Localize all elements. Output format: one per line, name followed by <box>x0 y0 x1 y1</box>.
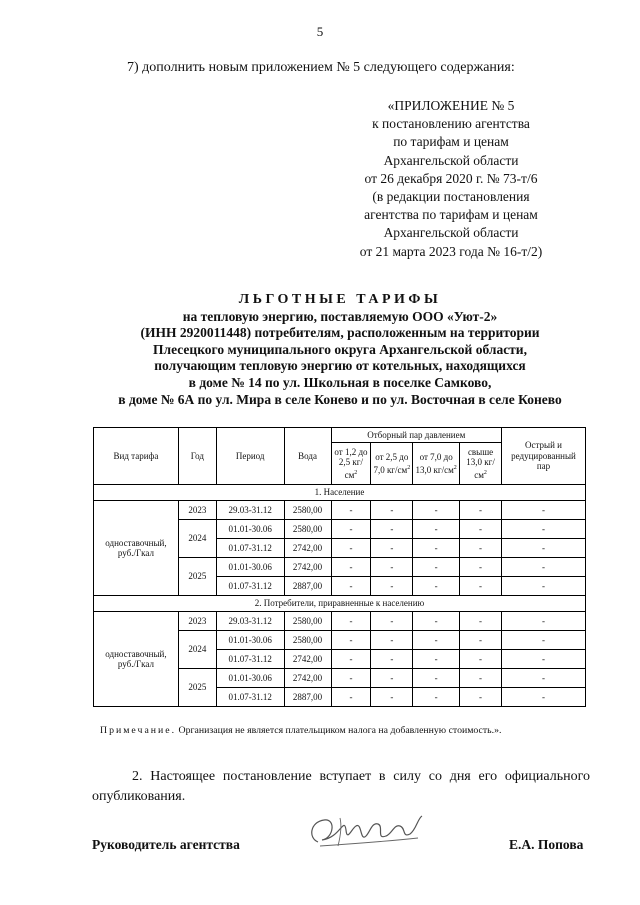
appendix-line: от 21 марта 2023 года № 16-т/2) <box>359 243 543 259</box>
steam-cell: - <box>331 650 371 669</box>
amendment-item-7: 7) дополнить новым приложением № 5 следующего содержания: <box>127 60 515 75</box>
tariff-table <box>93 427 586 707</box>
year-cell: 2025 <box>178 558 216 596</box>
year-cell: 2024 <box>178 520 216 558</box>
signer-name: Е.А. Попова <box>509 837 584 852</box>
period-cell: 01.07-31.12 <box>216 539 284 558</box>
heading-title: ЛЬГОТНЫЕ ТАРИФЫ <box>238 292 442 307</box>
water-cell: 2742,00 <box>284 669 331 688</box>
period-cell: 01.01-30.06 <box>216 558 284 577</box>
section-title: 1. Население <box>94 485 586 501</box>
steam-cell: - <box>371 650 413 669</box>
water-cell: 2580,00 <box>284 520 331 539</box>
sharp-cell: - <box>502 669 586 688</box>
table-row <box>94 501 586 520</box>
appendix-line: агентства по тарифам и ценам <box>364 207 538 223</box>
steam-cell: - <box>371 669 413 688</box>
appendix-line: Архангельской области <box>383 152 519 168</box>
steam-cell: - <box>331 539 371 558</box>
steam-cell: - <box>413 650 460 669</box>
appendix-line: от 26 декабря 2020 г. № 73-т/6 <box>364 170 538 186</box>
steam-cell: - <box>371 501 413 520</box>
steam-cell: - <box>413 539 460 558</box>
period-cell: 01.01-30.06 <box>216 669 284 688</box>
steam-cell: - <box>460 520 502 539</box>
steam-cell: - <box>331 577 371 596</box>
note <box>100 725 501 736</box>
steam-cell: - <box>460 612 502 631</box>
water-cell: 2742,00 <box>284 650 331 669</box>
header-water: Вода <box>284 428 331 485</box>
steam-cell: - <box>331 669 371 688</box>
heading-line: Плесецкого муниципального округа Архангельской области, <box>153 341 527 357</box>
header-year: Год <box>178 428 216 485</box>
steam-cell: - <box>371 577 413 596</box>
heading-line: (ИНН 2920011448) потребителям, расположенным на территории <box>140 325 540 341</box>
year-cell: 2024 <box>178 631 216 669</box>
appendix-line: к постановлению агентства <box>372 116 530 132</box>
water-cell: 2742,00 <box>284 539 331 558</box>
steam-cell: - <box>371 688 413 707</box>
steam-cell: - <box>460 539 502 558</box>
steam-cell: - <box>331 631 371 650</box>
header-steam-col: свыше 13,0 $кг/см^2$ <box>460 443 502 485</box>
water-cell: 2580,00 <box>284 631 331 650</box>
table-row <box>94 612 586 631</box>
sharp-cell: - <box>502 539 586 558</box>
header-steam-col: от 1,2 до 2,5 $кг/см^2$ <box>331 443 371 485</box>
period-cell: 01.07-31.12 <box>216 650 284 669</box>
appendix-line: по тарифам и ценам <box>393 134 509 150</box>
appendix-line: (в редакции постановления <box>372 189 530 205</box>
appendix-line: «ПРИЛОЖЕНИЕ № 5 <box>387 98 515 113</box>
steam-cell: - <box>371 612 413 631</box>
steam-cell: - <box>413 520 460 539</box>
page-number: 5 <box>316 24 324 39</box>
sharp-cell: - <box>502 577 586 596</box>
steam-cell: - <box>460 558 502 577</box>
year-cell: 2025 <box>178 669 216 707</box>
steam-cell: - <box>413 558 460 577</box>
steam-cell: - <box>413 577 460 596</box>
steam-cell: - <box>331 688 371 707</box>
steam-cell: - <box>460 688 502 707</box>
period-cell: 29.03-31.12 <box>216 501 284 520</box>
steam-cell: - <box>371 558 413 577</box>
paragraph-2: 2. Настоящее постановление вступает в силу со дня его официального опубликования. <box>92 769 590 804</box>
note-text: Организация не является плательщиком налога на добавленную стоимость.». <box>178 725 502 736</box>
tariff-type-cell: одноставочный, руб./Гкал <box>94 501 179 596</box>
sharp-cell: - <box>502 650 586 669</box>
heading-line: на тепловую энергию, поставляемую ООО «Уют-2» <box>182 308 498 324</box>
heading-line: в доме № 14 по ул. Школьная в поселке Самково, <box>188 374 492 390</box>
steam-cell: - <box>371 539 413 558</box>
steam-cell: - <box>413 501 460 520</box>
steam-cell: - <box>413 688 460 707</box>
steam-cell: - <box>413 612 460 631</box>
appendix-line: Архангельской области <box>383 225 519 241</box>
header-period: Период <box>216 428 284 485</box>
water-cell: 2580,00 <box>284 501 331 520</box>
tariff-type-cell: одноставочный, руб./Гкал <box>94 612 179 707</box>
period-cell: 29.03-31.12 <box>216 612 284 631</box>
steam-cell: - <box>460 577 502 596</box>
steam-cell: - <box>413 669 460 688</box>
heading-line: получающим тепловую энергию от котельных, находящихся <box>154 358 526 374</box>
document-heading <box>90 292 590 408</box>
sharp-cell: - <box>502 558 586 577</box>
steam-cell: - <box>331 501 371 520</box>
water-cell: 2887,00 <box>284 688 331 707</box>
period-cell: 01.01-30.06 <box>216 520 284 539</box>
steam-cell: - <box>331 612 371 631</box>
period-cell: 01.07-31.12 <box>216 688 284 707</box>
sharp-cell: - <box>502 688 586 707</box>
note-label: Примечание. <box>100 725 177 736</box>
period-cell: 01.07-31.12 <box>216 577 284 596</box>
period-cell: 01.01-30.06 <box>216 631 284 650</box>
steam-cell: - <box>413 631 460 650</box>
steam-cell: - <box>460 631 502 650</box>
signature-image <box>300 808 440 856</box>
water-cell: 2580,00 <box>284 612 331 631</box>
header-sharp-steam: Острый и редуцированный пар <box>502 428 586 485</box>
appendix-header <box>345 97 557 261</box>
header-tariff-type: Вид тарифа <box>94 428 179 485</box>
steam-cell: - <box>371 631 413 650</box>
sharp-cell: - <box>502 612 586 631</box>
header-steam-group: Отборный пар давлением <box>331 428 502 443</box>
header-steam-col: от 7,0 до 13,0 $кг/см^2$ <box>413 443 460 485</box>
year-cell: 2023 <box>178 501 216 520</box>
water-cell: 2887,00 <box>284 577 331 596</box>
steam-cell: - <box>331 558 371 577</box>
steam-cell: - <box>331 520 371 539</box>
steam-cell: - <box>371 520 413 539</box>
sharp-cell: - <box>502 501 586 520</box>
water-cell: 2742,00 <box>284 558 331 577</box>
steam-cell: - <box>460 501 502 520</box>
steam-cell: - <box>460 669 502 688</box>
section-title: 2. Потребители, приравненные к населению <box>94 596 586 612</box>
sharp-cell: - <box>502 631 586 650</box>
signer-title: Руководитель агентства <box>92 837 240 852</box>
sharp-cell: - <box>502 520 586 539</box>
year-cell: 2023 <box>178 612 216 631</box>
heading-line: в доме № 6А по ул. Мира в селе Конево и по ул. Восточная в селе Конево <box>118 391 562 407</box>
steam-cell: - <box>460 650 502 669</box>
header-steam-col: от 2,5 до 7,0 $кг/см^2$ <box>371 443 413 485</box>
